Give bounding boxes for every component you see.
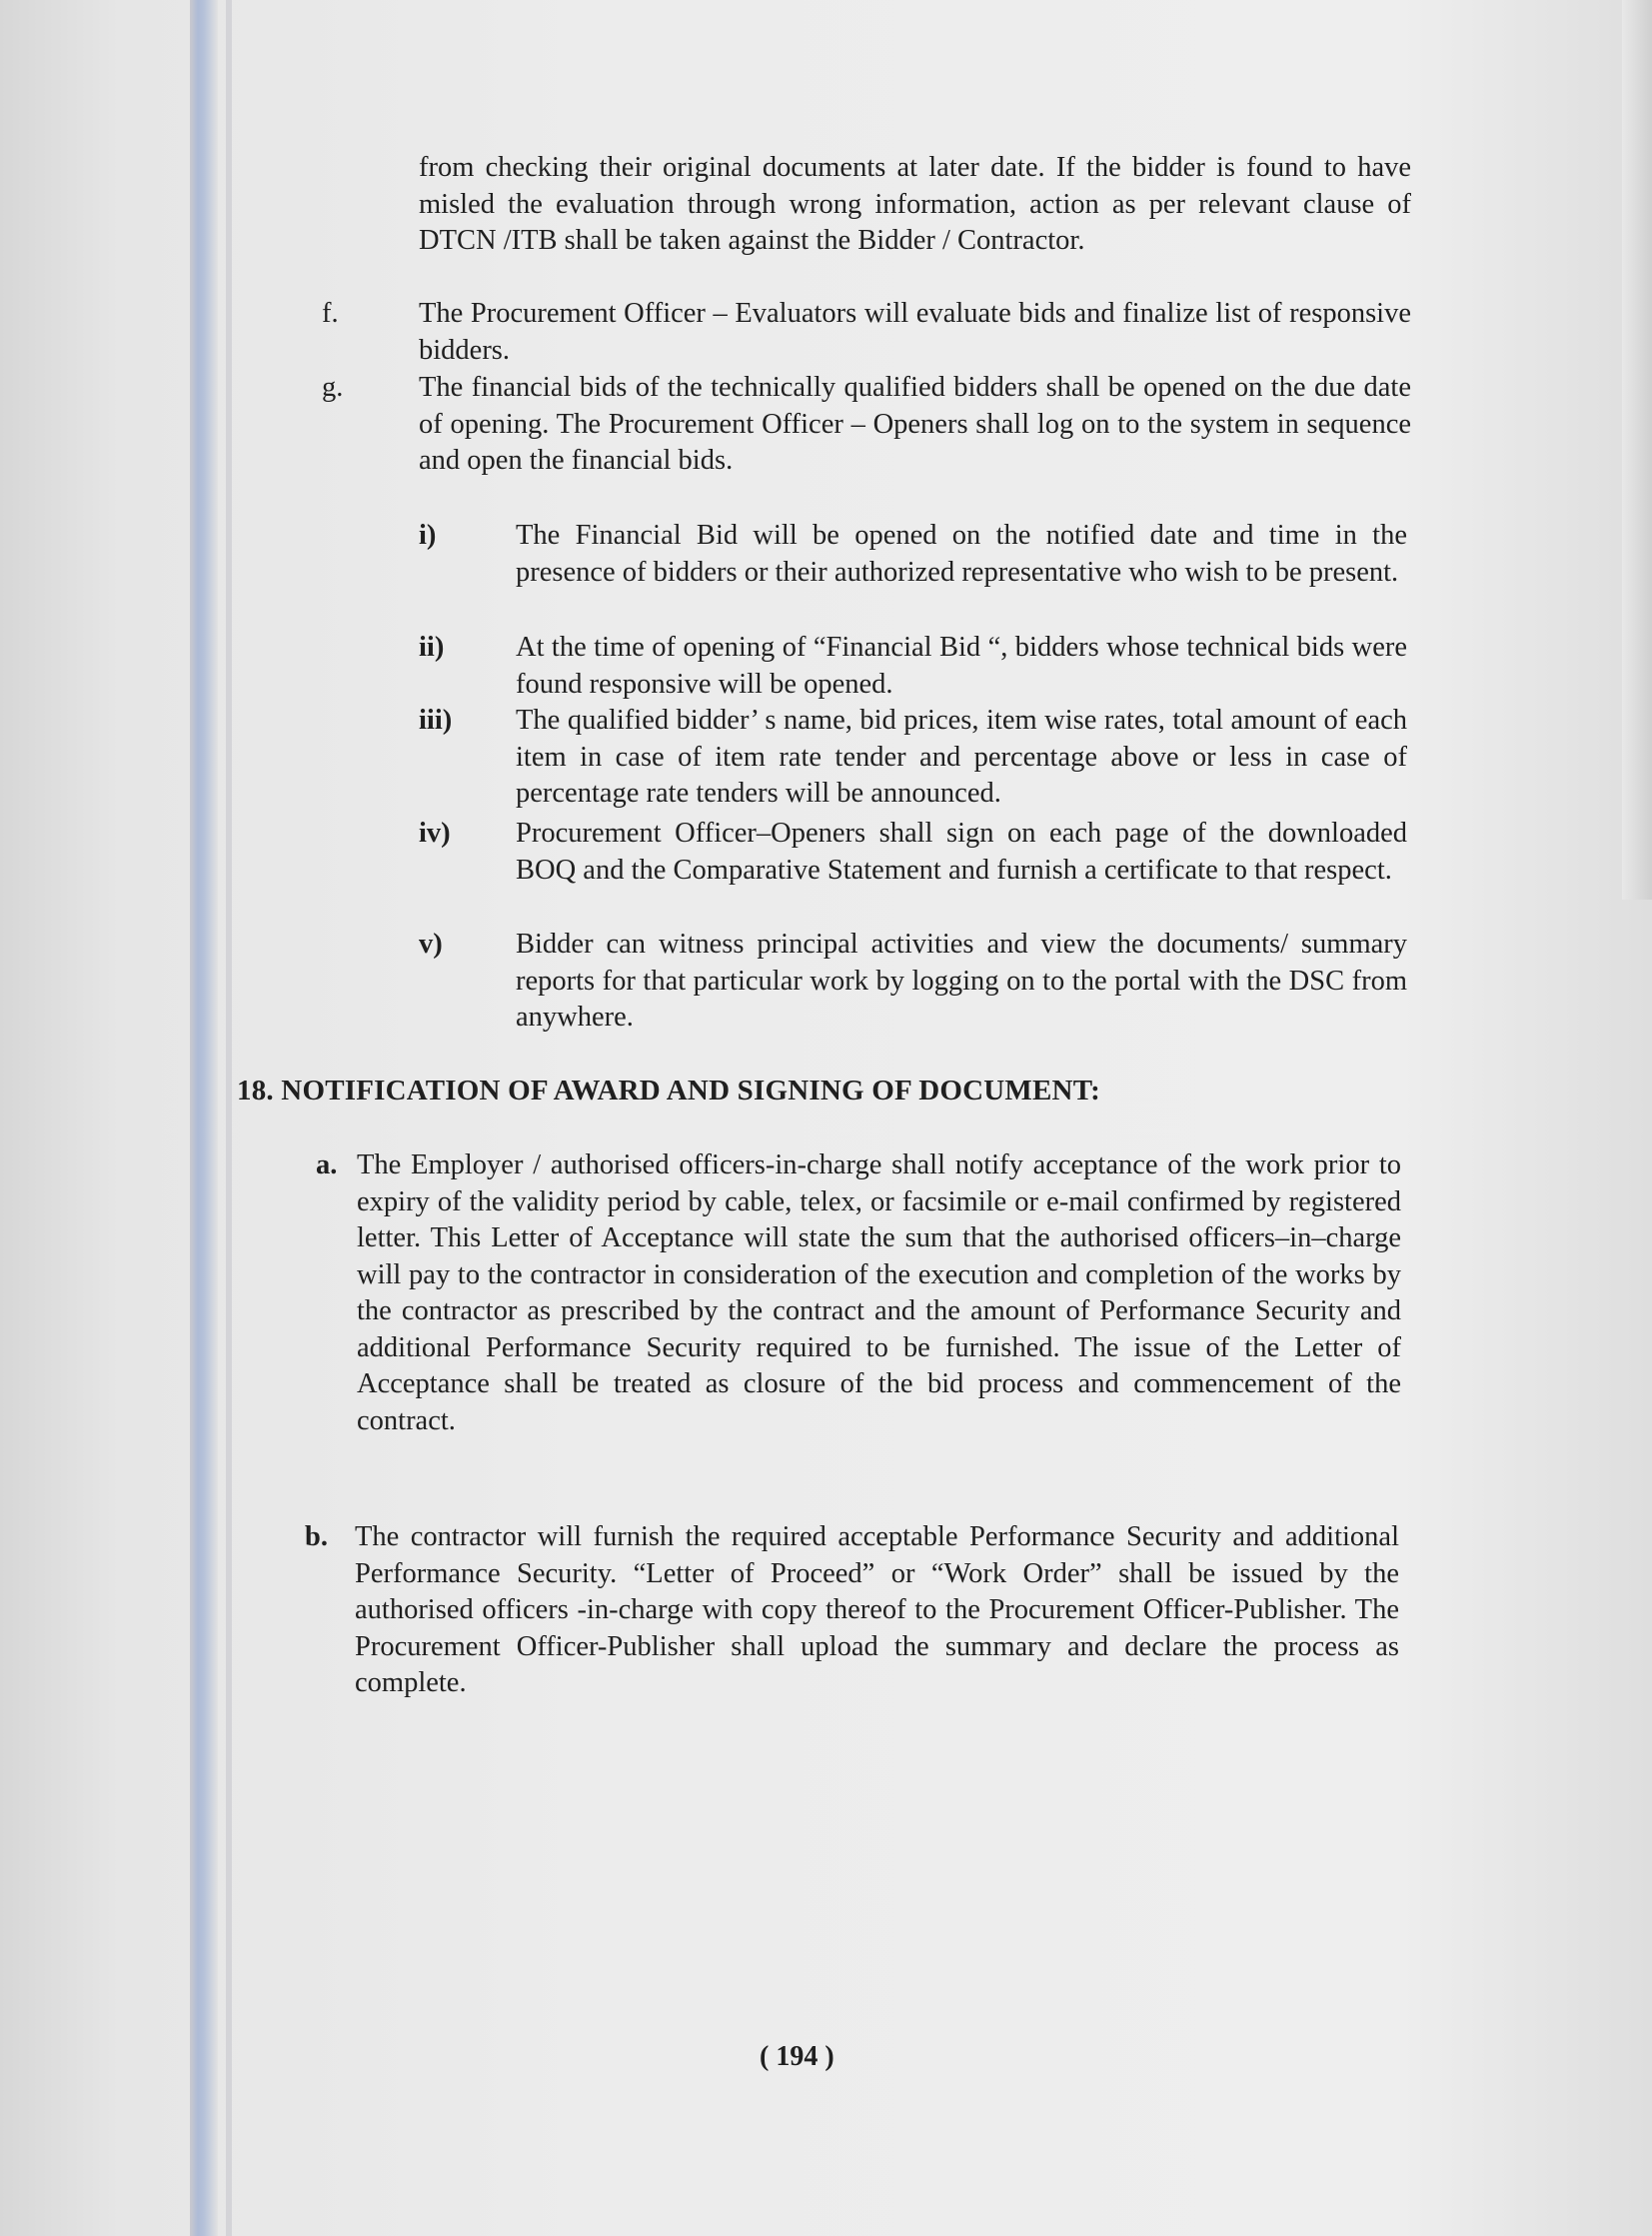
section-heading: 18. NOTIFICATION OF AWARD AND SIGNING OF DOCUMENT: <box>237 1075 1100 1107</box>
item-label-f: f. <box>322 298 339 329</box>
item-label-g: g. <box>322 372 344 403</box>
subitem-iv: Procurement Officer–Openers shall sign on each page of the downloaded BOQ and the Comparative Statement and furnish a certificate to that respect. <box>516 818 1407 886</box>
item-g: The financial bids of the technically qualified bidders shall be opened on the due date of opening. The Procurement Officer – Openers shall log on to the system in sequence and open the financial bids. <box>419 372 1411 476</box>
binding-edge <box>190 0 218 2236</box>
subitem-label-i: i) <box>419 520 437 551</box>
subitem-i: The Financial Bid will be opened on the notified date and time in the presence of bidders or their authorized representative who wish to be present. <box>516 520 1407 588</box>
subitem-label-iii: iii) <box>419 705 453 736</box>
paragraph-label-b: b. <box>305 1521 328 1552</box>
paragraph-label-a: a. <box>316 1149 338 1180</box>
paragraph-a: The Employer / authorised officers-in-charge shall notify acceptance of the work prior to expiry of the validity period by cable, telex, or facsimile or e-mail confirmed by registered letter. This Letter of Acceptance will state the sum that the authorised officers–in–charge will pay to the contractor in consideration of the execution and completion of the works by the contractor as prescribed by the contract and the amount of Performance Security and additional Performance Security required to be furnished. The issue of the Letter of Acceptance shall be treated as closure of the bid process and commencement of the contract. <box>357 1149 1401 1436</box>
page-edge <box>1622 0 1652 900</box>
subitem-label-ii: ii) <box>419 632 445 663</box>
subitem-label-v: v) <box>419 929 443 960</box>
paragraph-b: The contractor will furnish the required acceptable Performance Security and additional Performance Security. “Letter of Proceed” or “Work Order” shall be issued by the authorised officers -in-charge with copy thereof to the Procurement Officer-Publisher. The Procurement Officer-Publisher shall upload the summary and declare the process as complete. <box>355 1521 1399 1698</box>
binding-shadow <box>226 0 232 2236</box>
subitem-v: Bidder can witness principal activities and view the documents/ summary reports for that particular work by logging on to the portal with the DSC from anywhere. <box>516 929 1407 1033</box>
continuation-paragraph: from checking their original documents at later date. If the bidder is found to have misled the evaluation through wrong information, action as per relevant clause of DTCN /ITB shall be taken against the Bidder / Contractor. <box>419 152 1411 256</box>
page-number: ( 194 ) <box>760 2041 834 2072</box>
subitem-label-iv: iv) <box>419 818 451 849</box>
subitem-ii: At the time of opening of “Financial Bid “, bidders whose technical bids were found responsive will be opened. <box>516 632 1407 700</box>
subitem-iii: The qualified bidder’ s name, bid prices, item wise rates, total amount of each item in case of item rate tender and percentage above or less in case of percentage rate tenders will be announced. <box>516 705 1407 809</box>
item-f: The Procurement Officer – Evaluators will evaluate bids and finalize list of responsive bidders. <box>419 298 1411 366</box>
